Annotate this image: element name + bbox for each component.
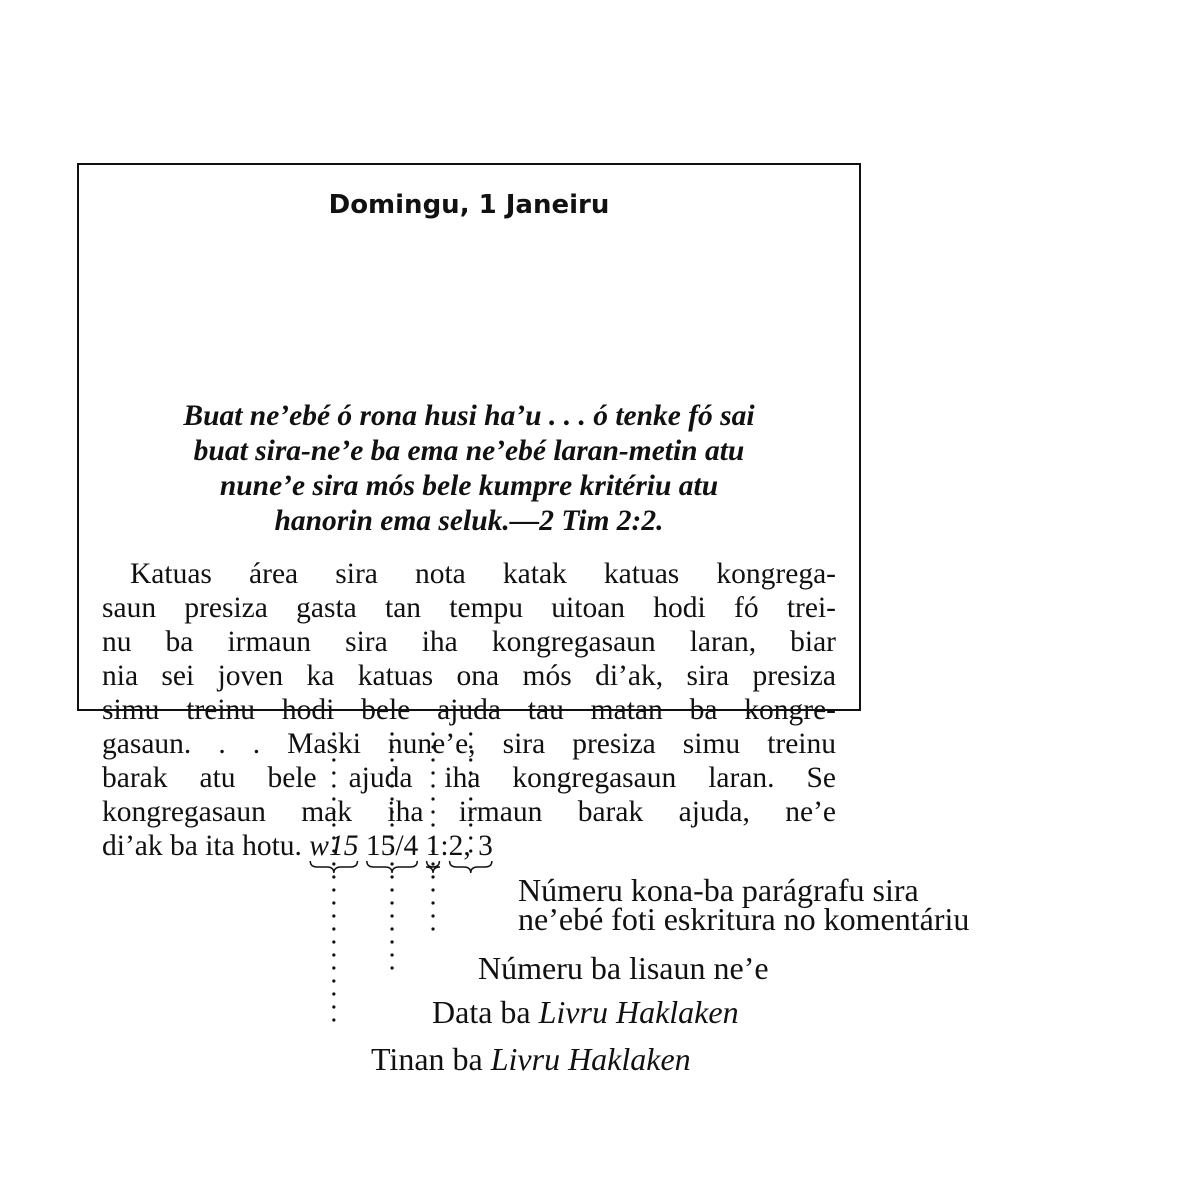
ref-date: 15/4: [365, 830, 419, 862]
daily-text-card: [77, 163, 861, 862]
body-line: barak atu bele ajuda iha kongregasaun laran. Se: [102, 762, 836, 794]
verse-line: Buat ne’ebé ó rona husi ha’u . . . ó tenke fó sai: [183, 400, 755, 432]
card-date-title: Domingu, 1 Janeiru: [328, 190, 610, 220]
body-line: kongregasaun mak iha irmaun barak ajuda, ne’e: [102, 796, 836, 828]
body-line: nu ba irmaun sira iha kongregasaun laran, biar: [102, 626, 836, 658]
ref-paragraphs: 2, 3: [448, 830, 493, 862]
body-last-text: di’ak ba ita hotu.: [102, 830, 302, 862]
year-caption: [371, 1043, 691, 1075]
body-line: Katuas área sira nota katak katuas kongrega-: [130, 558, 836, 590]
verse-line: hanorin ema seluk.—2 Tim 2:2.: [274, 505, 664, 537]
date-caption-book: Livru Haklaken: [538, 994, 739, 1030]
year-caption-book: Livru Haklaken: [490, 1041, 691, 1077]
ref-separator: :: [440, 830, 449, 862]
date-caption: [432, 996, 739, 1028]
ref-year: w15: [309, 830, 359, 862]
date-caption-prefix: Data ba: [432, 994, 531, 1030]
paragraphs-caption-line1: Númeru kona-ba parágrafu sira: [518, 872, 919, 908]
paragraphs-caption-line2: ne’ebé foti eskritura no komentáriu: [518, 901, 970, 937]
body-line: gasaun. . . Maski nune’e, sira presiza simu treinu: [102, 728, 836, 760]
body-line: nia sei joven ka katuas ona mós di’ak, sira presiza: [102, 660, 836, 692]
ref-article: 1: [425, 830, 441, 862]
body-line: saun presiza gasta tan tempu uitoan hodi fó trei-: [102, 592, 836, 624]
verse-line: buat sira-ne’e ba ema ne’ebé laran-metin atu: [193, 435, 745, 467]
article-caption: Númeru ba lisaun ne’e: [478, 950, 769, 986]
year-caption-prefix: Tinan ba: [371, 1041, 483, 1077]
body-line-last: [102, 829, 836, 863]
body-line: simu treinu hodi bele ajuda tau matan ba kongre-: [102, 694, 836, 726]
verse-line: nune’e sira mós bele kumpre kritériu atu: [219, 470, 719, 502]
